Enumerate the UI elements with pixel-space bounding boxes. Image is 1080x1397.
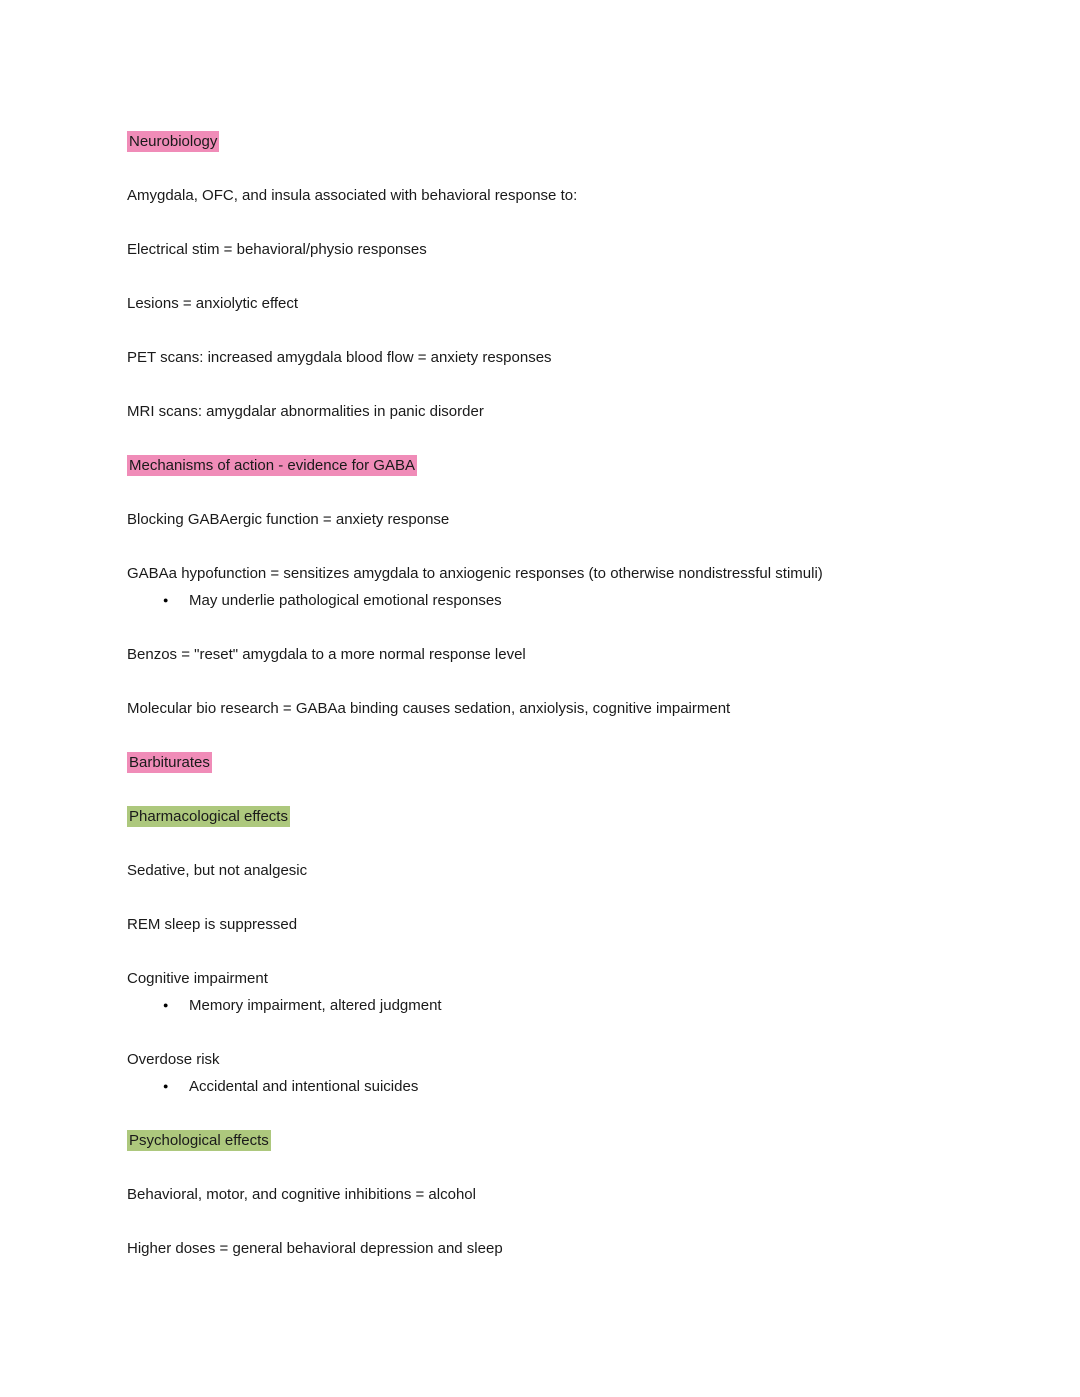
note-line: GABAa hypofunction = sensitizes amygdala to anxiogenic responses (to otherwise nondistressful stimuli) [127,565,823,582]
section-heading [127,452,944,479]
document-content [127,128,944,1262]
note-line: Behavioral, motor, and cognitive inhibitions = alcohol [127,1186,476,1203]
highlighted-text: Mechanisms of action - evidence for GABA [129,457,415,474]
highlighted-text: Neurobiology [129,133,218,150]
note-line: MRI scans: amygdalar abnormalities in panic disorder [127,403,484,420]
section-heading [127,803,944,830]
section-heading [127,749,944,776]
note-line: Higher doses = general behavioral depression and sleep [127,1240,503,1257]
note-line: Amygdala, OFC, and insula associated with behavioral response to: [127,187,578,204]
note-line: Benzos = "reset" amygdala to a more normal response level [127,646,526,663]
note-line: REM sleep is suppressed [127,916,298,933]
section-heading [127,128,944,155]
note-line: Blocking GABAergic function = anxiety response [127,511,450,528]
highlighted-text: Psychological effects [129,1132,269,1149]
note-line: Lesions = anxiolytic effect [127,295,299,312]
highlighted-text: Pharmacological effects [129,808,288,825]
note-line: PET scans: increased amygdala blood flow = anxiety responses [127,349,552,366]
note-line: Electrical stim = behavioral/physio responses [127,241,427,258]
bullet-item: ● Accidental and intentional suicides [127,1073,944,1100]
note-line: Molecular bio research = GABAa binding causes sedation, anxiolysis, cognitive impairment [127,700,731,717]
note-line: Cognitive impairment [127,970,268,987]
bullet-item: ● May underlie pathological emotional responses [127,587,944,614]
bullet-item: ● Memory impairment, altered judgment [127,992,944,1019]
section-heading [127,1127,944,1154]
note-line: Sedative, but not analgesic [127,862,308,879]
highlighted-text: Barbiturates [129,754,210,771]
note-line: Overdose risk [127,1051,220,1068]
